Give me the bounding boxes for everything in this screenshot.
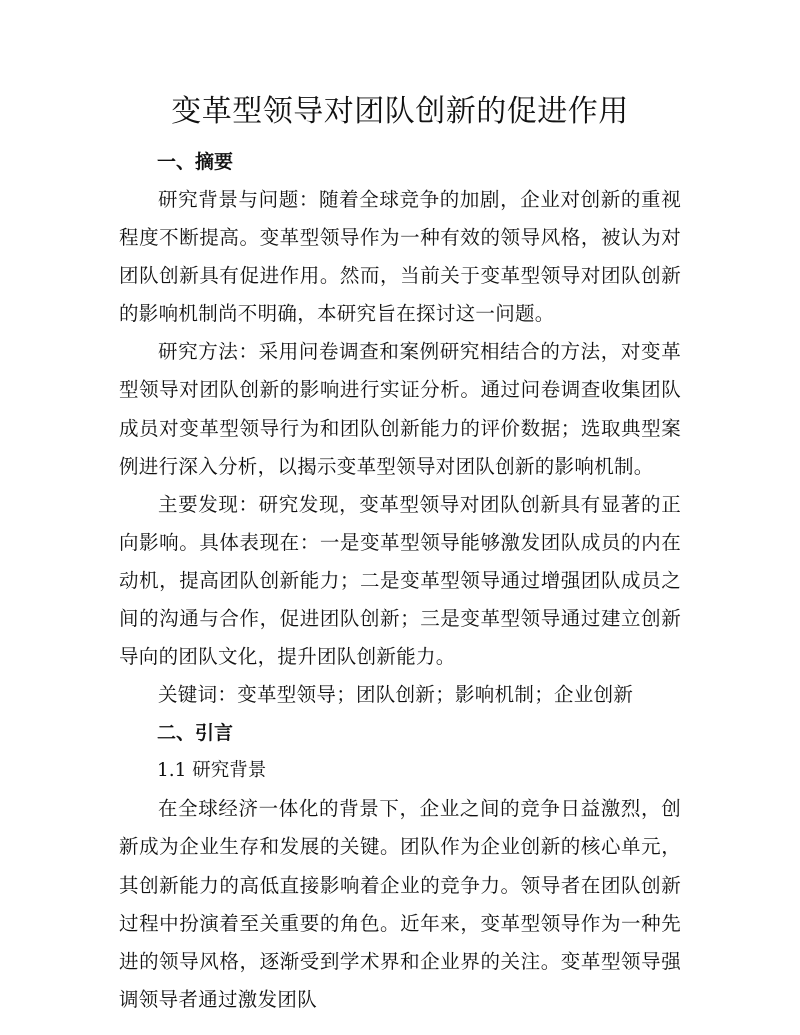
introduction-heading: 二、引言	[157, 722, 234, 745]
keywords-line: 关键词：变革型领导；团队创新；影响机制；企业创新	[158, 683, 634, 707]
abstract-background-paragraph: 研究背景与问题：随着全球竞争的加剧，企业对创新的重视程度不断提高。变革型领导作为一种有效的领导风格，被认为对团队创新具有促进作用。然而，当前关于变革型领导对团队创新的影响机制尚不明确，本研究旨在探讨这一问题。	[119, 188, 681, 326]
introduction-paragraph: 在全球经济一体化的背景下，企业之间的竞争日益激烈，创新成为企业生存和发展的关键。团队作为企业创新的核心单元，其创新能力的高低直接影响着企业的竞争力。领导者在团队创新过程中扮演着至关重要的角色。近年来，变革型领导作为一种先进的领导风格，逐渐受到学术界和企业界的关注。变革型领导强调领导者通过激发团队	[119, 797, 681, 1011]
research-background-subheading: 1.1 研究背景	[157, 760, 267, 782]
document-body	[119, 143, 681, 1019]
document-title: 变革型领导对团队创新的促进作用	[171, 94, 629, 129]
abstract-method-paragraph: 研究方法：采用问卷调查和案例研究相结合的方法，对变革型领导对团队创新的影响进行实证分析。通过问卷调查收集团队成员对变革型领导行为和团队创新能力的评价数据；选取典型案例进行深入分析，以揭示变革型领导对团队创新的影响机制。	[119, 340, 681, 478]
abstract-findings-paragraph: 主要发现：研究发现，变革型领导对团队创新具有显著的正向影响。具体表现在：一是变革型领导能够激发团队成员的内在动机，提高团队创新能力；二是变革型领导通过增强团队成员之间的沟通与合作，促进团队创新；三是变革型领导通过建立创新导向的团队文化，提升团队创新能力。	[119, 492, 681, 669]
abstract-heading: 一、摘要	[157, 151, 234, 173]
